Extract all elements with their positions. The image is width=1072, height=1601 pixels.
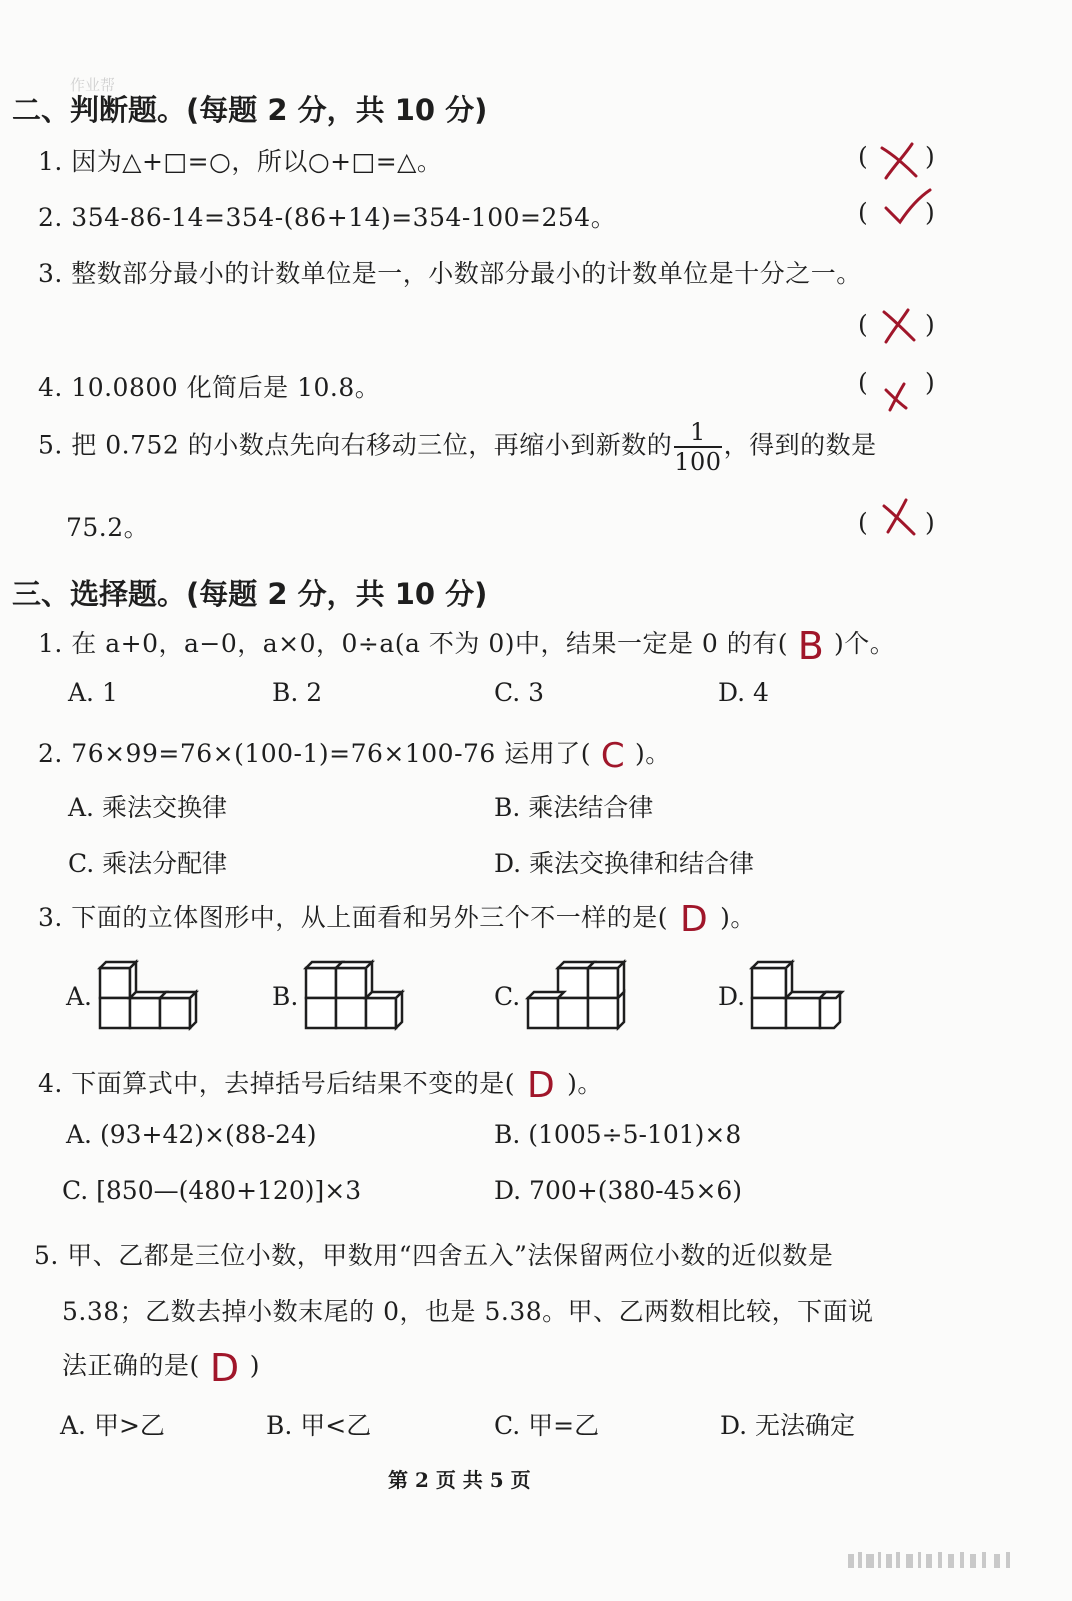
- option-a: A. 乘法交换律: [68, 793, 227, 822]
- answer-parens: ): [925, 368, 935, 397]
- judge-item-5: [38, 418, 877, 476]
- question-text: 法正确的是(: [62, 1351, 200, 1380]
- question-text-end: )。: [635, 739, 671, 768]
- page-number: 第 2 页 共 5 页: [388, 1468, 531, 1492]
- option-c: C. 甲=乙: [494, 1411, 600, 1440]
- fraction: [674, 418, 721, 476]
- handwritten-answer: D: [209, 1345, 240, 1390]
- question-text: 3. 下面的立体图形中，从上面看和另外三个不一样的是(: [38, 903, 669, 932]
- cube-figure-c: [524, 958, 628, 1038]
- question-text-end: )。: [720, 903, 756, 932]
- answer-parens: ): [925, 310, 935, 339]
- option-a: A. 1: [68, 678, 118, 707]
- option-b: B.: [272, 982, 299, 1011]
- judge-item-5-text: 5. 把 0.752 的小数点先向右移动三位，再缩小到新数的: [38, 430, 673, 460]
- choice-question-5-line3: [62, 1345, 261, 1390]
- judge-item-2: 2. 354-86-14=354-(86+14)=354-100=254。: [38, 203, 617, 232]
- cube-figure-d: [748, 958, 852, 1038]
- question-text: 4. 下面算式中，去掉括号后结果不变的是(: [38, 1069, 516, 1098]
- option-b: B. 乘法结合律: [494, 793, 654, 822]
- option-c: C. [850—(480+120)]×3: [62, 1176, 362, 1205]
- choice-question-5: 5. 甲、乙都是三位小数，甲数用“四舍五入”法保留两位小数的近似数是: [34, 1241, 834, 1270]
- handwritten-answer: D: [679, 898, 709, 940]
- choice-question-3: [38, 898, 756, 940]
- option-c: C. 乘法分配律: [68, 849, 228, 878]
- option-a: A. (93+42)×(88-24): [66, 1120, 317, 1149]
- fraction-numerator: 1: [674, 418, 721, 448]
- question-text-end: )个。: [834, 629, 896, 658]
- option-c: C. 3: [494, 678, 545, 707]
- option-d: D. 无法确定: [720, 1411, 856, 1440]
- question-text-end: ): [249, 1351, 261, 1380]
- option-a: A. 甲>乙: [60, 1411, 165, 1440]
- choice-question-2: [38, 734, 671, 776]
- choice-question-5-line2: 5.38；乙数去掉小数末尾的 0，也是 5.38。甲、乙两数相比较，下面说: [62, 1297, 874, 1326]
- answer-parens: (: [858, 310, 868, 339]
- cross-mark-icon: [878, 498, 920, 542]
- cube-figure-a: [96, 958, 200, 1038]
- answer-parens: (: [858, 198, 868, 227]
- judge-item-1: 1. 因为△+□=○，所以○+□=△。: [38, 147, 443, 176]
- option-a: A.: [66, 982, 93, 1011]
- scanner-logo-icon: [848, 1550, 1028, 1576]
- section-2-title: 二、判断题。(每题 2 分，共 10 分): [12, 93, 488, 127]
- handwritten-answer: D: [526, 1064, 556, 1106]
- handwritten-answer: B: [797, 623, 825, 668]
- option-d: D.: [718, 982, 746, 1011]
- answer-parens: (: [858, 508, 868, 537]
- option-d: D. 700+(380-45×6): [494, 1176, 743, 1205]
- section-3-title: 三、选择题。(每题 2 分，共 10 分): [12, 577, 488, 611]
- judge-item-3: 3. 整数部分最小的计数单位是一，小数部分最小的计数单位是十分之一。: [38, 259, 862, 288]
- judge-item-5-cont: 75.2。: [66, 513, 150, 542]
- question-text: 1. 在 a+0，a−0，a×0，0÷a(a 不为 0)中，结果一定是 0 的有(: [38, 629, 789, 658]
- fraction-denominator: 100: [674, 448, 722, 476]
- check-mark-icon: [884, 188, 932, 232]
- choice-question-4: [38, 1064, 603, 1106]
- answer-parens: ): [925, 198, 935, 227]
- question-text: 2. 76×99=76×(100-1)=76×100-76 运用了(: [38, 739, 592, 768]
- judge-item-4: 4. 10.0800 化简后是 10.8。: [38, 373, 381, 402]
- cross-mark-icon: [878, 306, 920, 350]
- question-text-end: )。: [567, 1069, 603, 1098]
- option-d: D. 4: [718, 678, 769, 707]
- watermark-logo: 作业帮: [70, 76, 116, 94]
- cross-mark-icon: [878, 140, 920, 184]
- cube-figure-b: [302, 958, 406, 1038]
- cross-mark-icon: [882, 380, 912, 416]
- option-b: B. (1005÷5-101)×8: [494, 1120, 742, 1149]
- answer-parens: (: [858, 368, 868, 397]
- option-c: C.: [494, 982, 521, 1011]
- answer-parens: ): [925, 508, 935, 537]
- judge-item-5-text-b: ，得到的数是: [723, 430, 877, 460]
- option-d: D. 乘法交换律和结合律: [494, 849, 755, 878]
- choice-question-1: [38, 623, 896, 668]
- handwritten-answer: C: [600, 735, 626, 776]
- option-b: B. 2: [272, 678, 323, 707]
- answer-parens: (: [858, 142, 868, 171]
- option-b: B. 甲<乙: [266, 1411, 372, 1440]
- answer-parens: ): [925, 142, 935, 171]
